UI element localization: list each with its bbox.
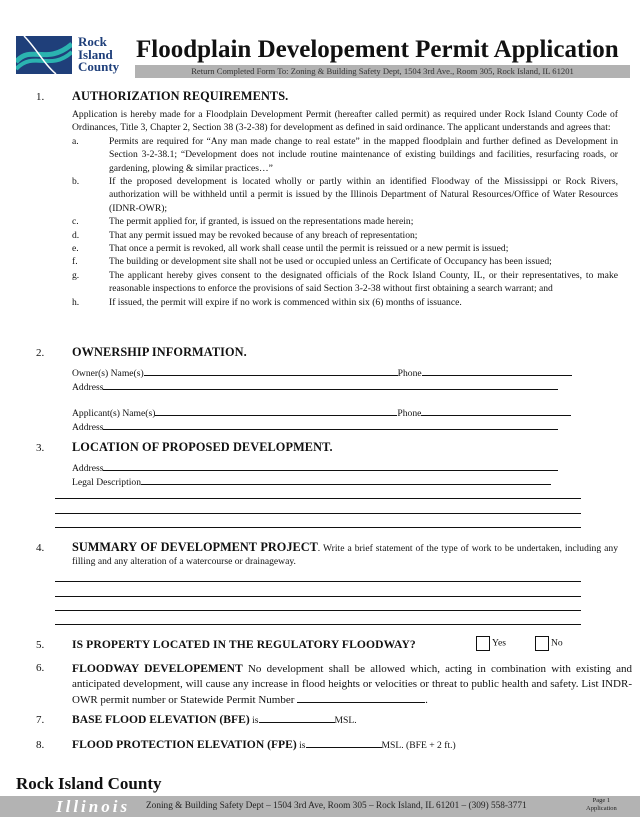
county-logo xyxy=(16,36,72,74)
item-letter: h. xyxy=(72,296,80,308)
applicant-address-field[interactable] xyxy=(103,420,558,430)
msl-label: MSL. xyxy=(334,715,357,726)
address-label: Address xyxy=(72,463,104,474)
item-letter: g. xyxy=(72,269,80,281)
owner-address-field[interactable] xyxy=(103,380,558,390)
item-text: If issued, the permit will expire if no work is commenced within six (6) months of issuance. xyxy=(109,296,462,308)
authorization-text xyxy=(72,108,618,309)
section-heading: LOCATION OF PROPOSED DEVELOPMENT. xyxy=(72,440,333,454)
requirement-item xyxy=(72,255,618,268)
summary-line[interactable] xyxy=(55,624,581,625)
phone-label: Phone xyxy=(397,407,422,419)
item-letter: e. xyxy=(72,243,79,255)
intro-paragraph: Application is hereby made for a Floodplain Development Permit (hereafter called permit) as required under Rock Island County Code of Ordinances, Title 3, Chapter 2, Section 38 (3-2-38) for development as defined in said ordinance. The applicant understands and agrees that: xyxy=(72,109,618,134)
owner-label: Owner(s) Name(s) xyxy=(72,368,144,379)
page-number: Page 1 xyxy=(592,797,611,804)
return-address-bar: Return Completed Form To: Zoning & Building Safety Dept, 1504 3rd Ave., Room 305, Rock Island, IL 61201 xyxy=(135,65,630,78)
item-text: Permits are required for “Any man made change to real estate” in the mapped floodplain and further defined as Development in Section 3-2-38.1; “Development does not include routine maintenance of existing buildings and facilities, resurfacing roads, or gardening, plowing & similar practices…” xyxy=(109,135,618,174)
section-heading: AUTHORIZATION REQUIREMENTS. xyxy=(72,89,289,103)
fpe-field[interactable] xyxy=(306,738,382,748)
address-label: Address xyxy=(72,382,104,394)
requirement-item xyxy=(72,215,618,228)
page-label xyxy=(586,797,617,813)
section-heading: OWNERSHIP INFORMATION. xyxy=(72,345,247,359)
applicant-name-field[interactable] xyxy=(155,406,397,416)
summary-instructions: . Write a brief statement of the type of work to be undertaken, including any filling and any alteration of a watercourse or drainageway. xyxy=(72,543,618,568)
is-label: is xyxy=(296,740,306,751)
item-letter: a. xyxy=(72,135,79,147)
owner-phone-field[interactable] xyxy=(422,366,572,376)
logo-word: Rock xyxy=(78,34,107,49)
section-heading: FLOODWAY DEVELOPEMENT xyxy=(72,662,243,675)
summary-line[interactable] xyxy=(55,596,581,597)
section-number: 6. xyxy=(36,662,45,674)
footer-contact: Zoning & Building Safety Dept – 1504 3rd Ave, Room 305 – Rock Island, IL 61201 – (309) 558-3771 xyxy=(146,801,527,811)
document-type: Application xyxy=(586,805,617,812)
section-number: 3. xyxy=(36,442,45,454)
summary-line[interactable] xyxy=(55,581,581,582)
no-checkbox[interactable] xyxy=(535,636,549,651)
footer-state: Illinois xyxy=(56,797,131,816)
applicant-label: Applicant(s) Name(s) xyxy=(72,407,156,419)
footer-county: Rock Island County xyxy=(16,774,162,793)
legal-description-label: Legal Description xyxy=(72,477,141,489)
section-heading: BASE FLOOD ELEVATION (BFE) xyxy=(72,713,250,726)
section-number: 2. xyxy=(36,347,45,359)
yes-checkbox[interactable] xyxy=(476,636,490,651)
requirement-item xyxy=(72,175,618,215)
item-letter: b. xyxy=(72,176,80,188)
item-text: If the proposed development is located wholly or partly within an identified Floodway of the Mississippi or Rock Rivers, authorization will be withheld until a permit is issued by the Illinois Department of Natural Resources/Office of Water Resources (IDNR-OWR); xyxy=(109,176,618,214)
requirement-item xyxy=(72,135,618,175)
section-number: 5. xyxy=(36,639,45,651)
section-heading: SUMMARY OF DEVELOPMENT PROJECT xyxy=(72,540,318,554)
item-text: That once a permit is revoked, all work shall cease until the permit is reissued or a new permit is issued; xyxy=(109,243,509,255)
logo-word: County xyxy=(78,59,120,74)
requirement-item xyxy=(72,229,618,242)
requirement-item xyxy=(72,242,618,255)
item-text: The applicant hereby gives consent to the designated officials of the Rock Island County, IL, or their representatives, to make reasonable inspections to enforce the provisions of said Section 3-2-38 without first obtaining a search warrant; and xyxy=(109,269,618,295)
requirement-item xyxy=(72,296,618,309)
owner-name-field[interactable] xyxy=(144,366,398,376)
floodway-text: No development shall be allowed which, acting in combination with existing and anticipated development, will cause any increase in flood heights or velocities or threat to public health and safety. List INDR-OWR permit number or Statewide Permit Number xyxy=(72,663,632,706)
item-letter: f. xyxy=(72,256,78,268)
item-text: The building or development site shall not be used or occupied unless an Certificate of Occupancy has been issued; xyxy=(109,256,552,268)
item-letter: c. xyxy=(72,216,79,228)
permit-number-field[interactable] xyxy=(297,692,425,703)
logo-text xyxy=(78,36,119,74)
no-label: No xyxy=(551,637,563,649)
item-text: That any permit issued may be revoked because of any breach of representation; xyxy=(109,229,418,241)
section-number: 1. xyxy=(36,91,45,103)
logo-word: Island xyxy=(78,46,113,62)
section-heading: FLOOD PROTECTION ELEVATION (FPE) xyxy=(72,738,297,751)
msl-label: MSL. (BFE + 2 ft.) xyxy=(381,740,456,751)
section-number: 4. xyxy=(36,542,45,554)
summary-line[interactable] xyxy=(55,610,581,611)
section-number: 7. xyxy=(36,714,45,726)
item-letter: d. xyxy=(72,229,80,241)
requirement-item xyxy=(72,269,618,296)
item-text: The permit applied for, if granted, is issued on the representations made herein; xyxy=(109,216,414,228)
address-label: Address xyxy=(72,422,104,434)
yes-label: Yes xyxy=(492,637,506,649)
legal-description-line[interactable] xyxy=(55,513,581,514)
page-title: Floodplain Developement Permit Application xyxy=(136,36,619,63)
phone-label: Phone xyxy=(397,368,422,379)
legal-description-field[interactable] xyxy=(141,475,551,485)
applicant-phone-field[interactable] xyxy=(421,406,571,416)
legal-description-line[interactable] xyxy=(55,498,581,499)
legal-description-line[interactable] xyxy=(55,527,581,528)
section-number: 8. xyxy=(36,739,45,751)
is-label: is xyxy=(249,715,259,726)
bfe-field[interactable] xyxy=(259,713,335,723)
section-heading: IS PROPERTY LOCATED IN THE REGULATORY FLOODWAY? xyxy=(72,638,416,651)
location-address-field[interactable] xyxy=(103,461,558,471)
